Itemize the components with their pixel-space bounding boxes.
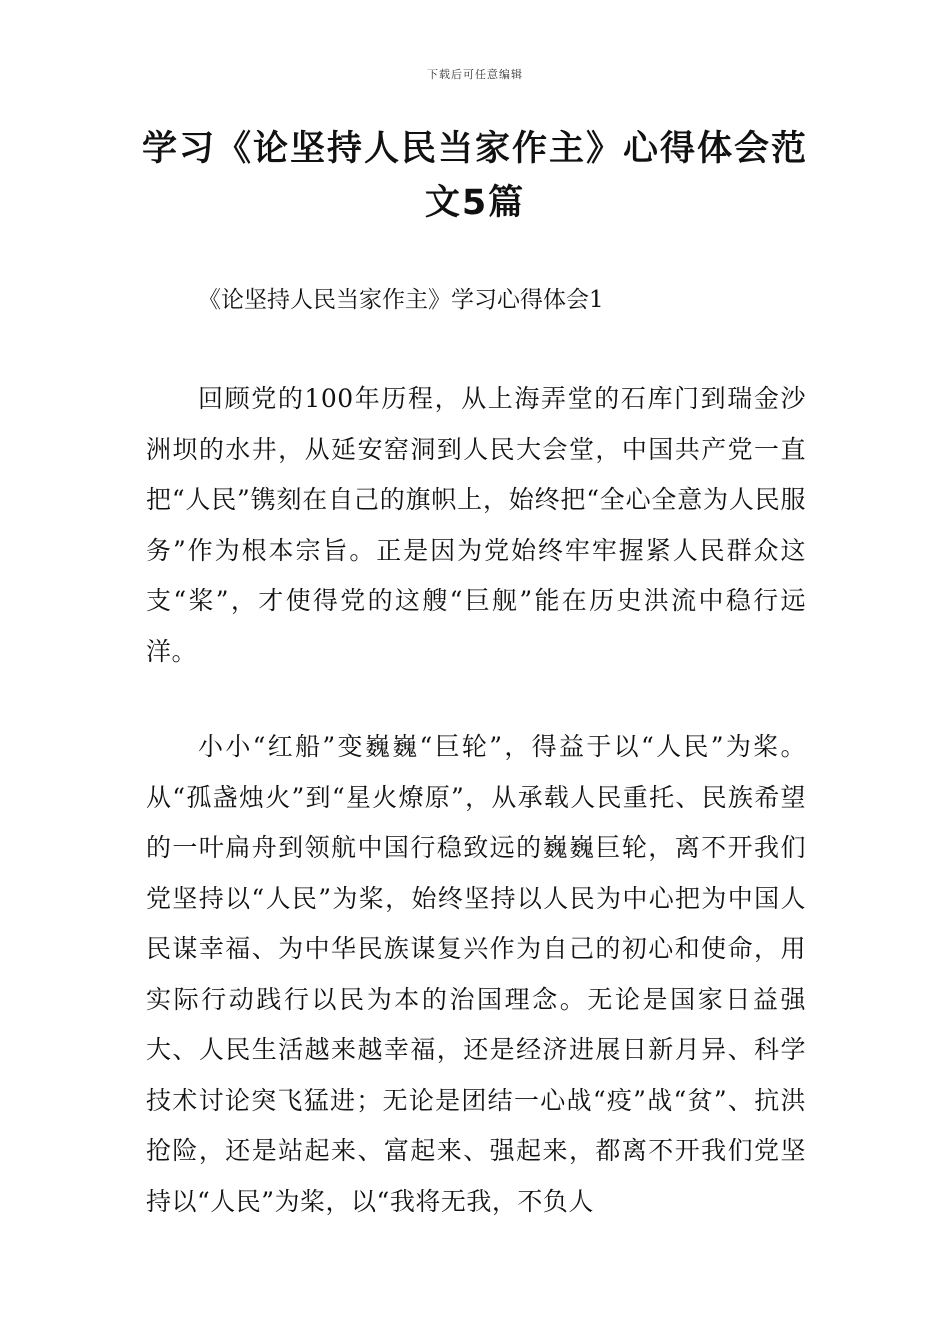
body-paragraph-2: 小小“红船”变巍巍“巨轮”，得益于以“人民”为桨。从“孤盏烛火”到“星火燎原”，从承载人民重托、民族希望的一叶扁舟到领航中国行稳致远的巍巍巨轮，离不开我们党坚持以“人民”为桨，始终坚持以人民为中心把为中国人民谋幸福、为中华民族谋复兴作为自己的初心和使命，用实际行动践行以民为本的治国理念。无论是国家日益强大、人民生活越来越幸福，还是经济进展日新月异、科学技术讨论突飞猛进；无论是团结一心战“疫”战“贫”、抗洪抢险，还是站起来、富起来、强起来，都离不开我们党坚持以“人民”为桨，以“我将无我，不负人 (146, 732, 806, 1216)
document-title: 学习《论坚持人民当家作主》心得体会范文5篇 (141, 129, 808, 223)
section-heading: 《论坚持人民当家作主》学习心得体会1 (198, 287, 604, 313)
body-paragraph-1: 回顾党的100年历程，从上海弄堂的石库门到瑞金沙洲坝的水井，从延安窑洞到人民大会堂，中国共产党一直把“人民”镌刻在自己的旗帜上，始终把“全心全意为人民服务”作为根本宗旨。正是因为党始终牢牢握紧人民群众这支“桨”，才使得党的这艘“巨舰”能在历史洪流中稳行远洋。 (146, 384, 806, 666)
header-note: 下载后可任意编辑 (427, 68, 523, 81)
